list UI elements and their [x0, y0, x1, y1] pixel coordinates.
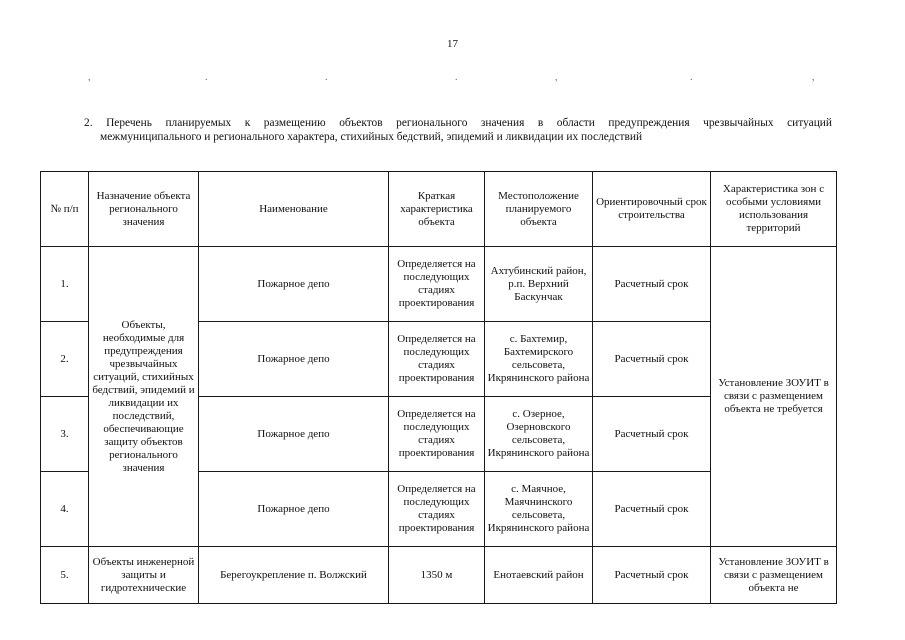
scan-speck: . — [455, 72, 458, 83]
cell-location: Ахтубинский район, р.п. Верхний Баскунчак — [485, 247, 593, 322]
scan-speck: . — [690, 72, 693, 83]
header-characteristic: Краткая характеристика объекта — [389, 172, 485, 247]
cell-term: Расчетный срок — [593, 322, 711, 397]
cell-characteristic: Определяется на последующих стадиях проектирования — [389, 247, 485, 322]
header-purpose: Назначение объекта регионального значения — [89, 172, 199, 247]
heading-line-2: межмуниципального и регионального характера, стихийных бедствий, эпидемий и ликвидации их последствий — [100, 131, 643, 143]
cell-term: Расчетный срок — [593, 547, 711, 604]
cell-term: Расчетный срок — [593, 247, 711, 322]
table-header-row — [41, 172, 837, 247]
header-num: № п/п — [41, 172, 89, 247]
header-term: Ориентировочный срок строительства — [593, 172, 711, 247]
cell-num: 1. — [41, 247, 89, 322]
cell-location: с. Маячное, Маячнинского сельсовета, Икрянинского района — [485, 472, 593, 547]
header-location: Местоположение планируемого объекта — [485, 172, 593, 247]
cell-zones: Установление ЗОУИТ в связи с размещением объекта не — [711, 547, 837, 604]
scan-speck: , — [88, 72, 91, 83]
cell-num: 3. — [41, 397, 89, 472]
cell-num: 2. — [41, 322, 89, 397]
cell-zones-group: Установление ЗОУИТ в связи с размещением объекта не требуется — [711, 247, 837, 547]
cell-term: Расчетный срок — [593, 472, 711, 547]
cell-characteristic: Определяется на последующих стадиях проектирования — [389, 472, 485, 547]
cell-num: 4. — [41, 472, 89, 547]
cell-num: 5. — [41, 547, 89, 604]
scan-speck: . — [205, 72, 208, 83]
cell-name: Берегоукрепление п. Волжский — [199, 547, 389, 604]
scan-speck: , — [555, 72, 558, 83]
cell-name: Пожарное депо — [199, 397, 389, 472]
header-name: Наименование — [199, 172, 389, 247]
table-row — [41, 547, 837, 604]
cell-characteristic: 1350 м — [389, 547, 485, 604]
cell-term: Расчетный срок — [593, 397, 711, 472]
cell-characteristic: Определяется на последующих стадиях проектирования — [389, 322, 485, 397]
objects-table — [40, 171, 837, 604]
page-number: 17 — [447, 38, 458, 50]
cell-location: с. Бахтемир, Бахтемирского сельсовета, Икрянинского района — [485, 322, 593, 397]
cell-purpose: Объекты инженерной защиты и гидротехнические — [89, 547, 199, 604]
cell-purpose-group: Объекты, необходимые для предупреждения чрезвычайных ситуаций, стихийных бедствий, эпидемий и ликвидации их последствий, обеспечивающие защиту объектов регионального значения — [89, 247, 199, 547]
cell-location: Енотаевский район — [485, 547, 593, 604]
cell-name: Пожарное депо — [199, 322, 389, 397]
table-row — [41, 247, 837, 322]
cell-location: с. Озерное, Озерновского сельсовета, Икрянинского района — [485, 397, 593, 472]
cell-name: Пожарное депо — [199, 247, 389, 322]
cell-name: Пожарное депо — [199, 472, 389, 547]
header-zones: Характеристика зон с особыми условиями использования территорий — [711, 172, 837, 247]
scan-speck: . — [325, 72, 328, 83]
cell-characteristic: Определяется на последующих стадиях проектирования — [389, 397, 485, 472]
heading-line-1: 2. Перечень планируемых к размещению объектов регионального значения в области предупреждения чрезвычайных ситуаций — [84, 117, 832, 129]
scan-speck: , — [812, 72, 815, 83]
section-heading — [84, 116, 832, 144]
